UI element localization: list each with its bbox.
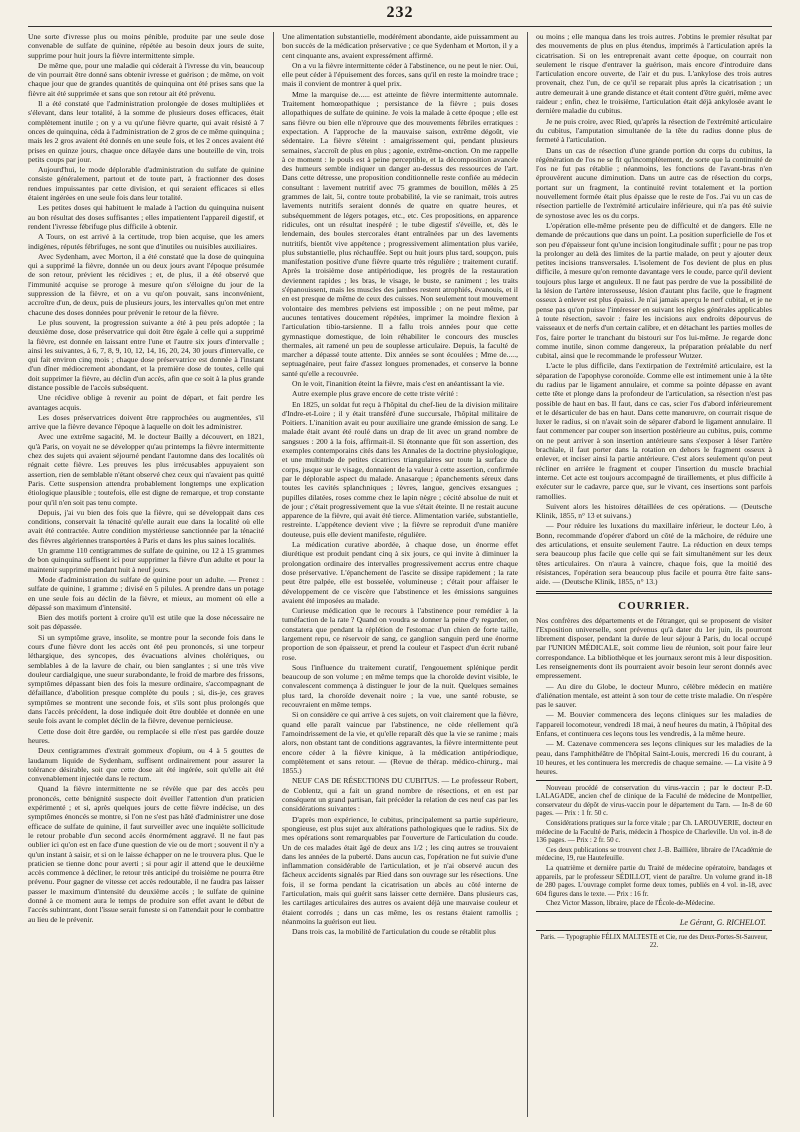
column-3 (536, 32, 772, 1122)
section-rule (536, 780, 772, 781)
paragraph: Mode d'administration du sulfate de quinine pour un adulte. — Prenez : sulfate de quinine, 1 gramme ; divisé en 5 pilules. A prendre dans un potage en une seule fois au déclin de la fièvre, et mieux, au moment où elle a dépassé son maximum d'intensité. (28, 574, 264, 612)
paragraph: Quand la fièvre intermittente ne se révèle que par des accès peu prononcés, cette bénignité suspecte doit éveiller l'attention d'un praticien expérimenté ; et si, après quelques jours de cette fièvre indécise, un des symptômes énoncés se montre, si l'on ne s'est pas hâté d'administrer une dose efficace de sulfate de quinine, il faut surveiller avec une inquiète sollicitude le retour probable d'un second accès énormément aggravé. Il ne faut pas oublier ici qu'on est en face d'une question de vie ou de mort ; souvent il n'y a qu'un instant à saisir, et si on le laisse échapper on ne le trouvera plus. Que le praticien se tienne donc pour averti ; si pour agir il attend que le deuxième accès commence à décliner, le retour très anticipé du troisième ne pourra être prévenu. Pour gagner de vitesse cet accès redoutable, il ne faudra pas laisser passer le maximum d'intensité du deuxième accès ; le sulfate de quinine donné à ce moment aura le temps de produire son effet avant le début de l'accès subintrant, dont l'issue serait funeste si on l'attendait pour le combattre au lieu de le prévenir. (28, 784, 264, 924)
section-rule (536, 591, 772, 592)
paragraph: Bien des motifs portent à croire qu'il est utile que la dose nécessaire ne soit pas dépassée. (28, 613, 264, 632)
paragraph: Si on considère ce qui arrive à ces sujets, on voit clairement que la fièvre, quand elle paraît vaincue par l'abstinence, ne cède réellement qu'à l'amoindrissement de la vie, et qu'elle reparaît dès que la vie se ranime ; mais alors, non obstant tant de conditions aggravantes, la fièvre intermittente peut encore céder à la fièvre kinique, à la médication antipériodique, complètement et sans retour. — (Revue de thérap. médico-chirurg., mai 1855.) (282, 710, 518, 776)
courrier-heading: COURRIER. (618, 599, 690, 612)
news-item: — M. Cazenave commencera ses leçons cliniques sur les maladies de la peau, dans l'amphithéâtre de l'hôpital Saint-Louis, mercredi 16 du courant, à 10 heures, et les continuera les mercredis de chaque semaine. — La visite à 9 heures. (536, 739, 772, 777)
paragraph: Le plus souvent, la progression suivante a été à peu près adoptée ; la deuxième dose, dose préservatrice qui doit être égale à celle qui a supprimé la fièvre, est donnée en laissant entre l'une et l'autre six jours d'intervalle ; ainsi les suivantes, à 6, 7, 8, 9, 10, 12, 14, 16, 20, 24, 30 jours d'intervalle, ce qui fait environ cinq mois ; chaque dose préservatrice est donnée à l'instant d'un dîner médiocrement abondant, et la première dose de toutes, celle qui doit supprimer la fièvre, au déclin d'un accès, afin que ce soit à la plus grande distance possible de l'accès subséquent. (28, 317, 264, 392)
paragraph: Depuis, j'ai vu bien des fois que la fièvre, qui se développait dans ces conditions, conservait la ténacité qu'elle aurait eue dans la localité où elle avait été contractée. Autre condition mystérieuse sanctionnée par la ténacité des fièvres algériennes transportées à Paris et dans les plus saines localités. (28, 507, 264, 545)
paragraph: Dans un cas de résection d'une grande portion du corps du cubitus, la régénération de l'os ne se fit qu'incomplètement, de sorte que la continuité de l'os ne fut pas rétablie ; néanmoins, les fonctions de l'avant-bras n'en éprouvèrent aucune diminution. Dans un autre cas de résection du corps, portant sur un fragment, la continuité revint totalement et la portion nouvellement formée était plus épaisse que le reste de l'os. J'ai vu un cas de résection partielle de l'extrémité articulaire inférieure, qui n'a pas été suivie de synostose avec les os du corps. (536, 145, 772, 220)
paragraph: D'après mon expérience, le cubitus, principalement sa partie supérieure, spongieuse, est plus sujet aux altérations pathologiques que le radius. Six de mes opérations sont remarquables par l'ouverture de l'articulation du coude. Un de ces malades était âgé de deux ans 1/2 ; les cinq autres se trouvaient dans les années de la puberté. Dans aucun cas, l'opération ne fut suivie d'une inflammation considérable de l'articulation, et je n'ai observé aucun des fâcheux accidents signalés par Ried dans son ouvrage sur les résections. Une fois, il se forma pendant la cicatrisation un abcès au côté interne de l'articulation, mais qui guérit sans laisser cette dernière. Dans plusieurs cas, les cartilages articulaires des autres os avaient déjà une mauvaise couleur et étaient corrodés ; dans un cas même, les os restans étaient ramollis ; néanmoins la guérison eut lieu. (282, 814, 518, 926)
paragraph: Sous l'influence du traitement curatif, l'engouement splénique perdit beaucoup de son volume ; en même temps que la choroïde devint visible, le convalescent commença à distinguer le jour de la nuit. Quelques semaines plus tard, la choroïde devenait noire ; la vue, une santé robuste, se recouvraient en même temps. (282, 662, 518, 710)
paragraph: ou moins ; elle manqua dans les trois autres. J'obtins le premier résultat par des mouvements de plus en plus étendus, imprimés à l'articulation après la cicatrisation. Si on les entreprenait avant cette époque, on courrait non seulement le risque d'entraver la guérison, mais encore d'introduire dans l'articulation encore ouverte, de l'air et du pus. L'ankylose des trois autres provenait, chez l'un, de ce qu'il se reparait plus après la cicatrisation ; un autre demeurait à une grande distance et était content d'être guéri, même avec raideur ; enfin, chez le troisième, l'articulation était déjà ankylosée avant le dernière maladie du cubitus. (536, 32, 772, 116)
column-divider (527, 32, 528, 1117)
paragraph: Une récidive oblige à revenir au point de départ, et fait perdre les avantages acquis. (28, 393, 264, 412)
paragraph: Une sorte d'ivresse plus ou moins pénible, produite par une seule dose convenable de sulfate de quinine, répétée au besoin deux jours de suite, supprime pour huit jours la fièvre intermittente simple. (28, 32, 264, 60)
news-item: — M. Bouvier commencera des leçons cliniques sur les maladies de l'appareil locomoteur, vendredi 18 mai, à neuf heures du matin, à l'hôpital des Enfans, et continuera ces leçons tous les vendredis, à la même heure. (536, 710, 772, 739)
paragraph: Un gramme 110 centigrammes de sulfate de quinine, ou 12 à 15 grammes de bon quinquina suffisent ici pour supprimer la fièvre d'un adulte et pour la maintenir supprimée pendant huit à neuf jours. (28, 546, 264, 574)
section-rule (536, 911, 772, 912)
paragraph: Une alimentation substantielle, modérément abondante, aide puissamment au bon succès de la médication préservative ; ce que Sydenham et Morton, il y a cent cinquante ans, avaient expressément affirmé. (282, 32, 518, 60)
paragraph: Si un symptôme grave, insolite, se montre pour la seconde fois dans le cours d'une fièvre dont les accès ont été peu prononcés, si une torpeur léthargique, des syncopes, des évacuations alvines cholériques, ou semblables à de la lavure de chair, ou bien sanglantes ; si une très vive douleur cardialgique, une sueur surabondante, le froid de marbre des frissons, symptômes dépassant bien des fois la mesure ordinaire, s'accompagnant de défaillance, d'abolition presque complète du pouls ; si, dis-je, ces graves symptômes se montrent une seconde fois, et s'ils sont plus prolongés que dans l'accès précédent, la dose indiquée doit être doublée et donnée en une seule fois avant le complet déclin de la fièvre, devenue pernicieuse. (28, 632, 264, 726)
paragraph: Deux centigrammes d'extrait gommeux d'opium, ou 4 à 5 gouttes de laudanum liquide de Sydenham, suffisent ordinairement pour assurer la tolérance désirable, soit que cette dose ait été ingérée, soit qu'elle ait été convenablement injectée dans le rectum. (28, 746, 264, 784)
paragraph: On le voit, l'inanition éteint la fièvre, mais c'est en anéantissant la vie. (292, 378, 505, 388)
book-notice: Ces deux publications se trouvent chez J.-B. Baillière, libraire de l'Académie de médecine, 19, rue Hautefeuille. (536, 845, 772, 863)
paragraph: — Pour réduire les luxations du maxillaire inférieur, le docteur Léo, à Bonn, recommande d'opérer d'abord un côté de la mâchoire, de réduire une des articulations, et ensuite seulement l'autre. La réduction en deux temps sera beaucoup plus facile que celle qui se fait simultanément sur les deux têtes articulaires. On n'aura à vaincre, chaque fois, que la moitié des résistances, l'opération sera beaucoup plus facile et pourra être faite sans-aide. — (Deutsche Klinik, 1855, n° 13.) (536, 521, 772, 587)
bibliography (536, 784, 772, 908)
managing-editor-signature: Le Gérant, G. RICHELOT. (679, 917, 766, 927)
paragraph: Suivent alors les histoires détaillées de ces opérations. — (Deutsche Klinik, 1855, n° 13 et suivans.) (536, 501, 772, 521)
paragraph: Autre exemple plus grave encore de cette triste vérité : (292, 389, 458, 399)
column-2 (282, 32, 518, 1122)
paragraph: Je ne puis croire, avec Ried, qu'après la résection de l'extrémité articulaire du cubitus, l'amputation simultanée de la tête du radius donne plus de fermeté à l'articulation. (536, 116, 772, 145)
column-divider (273, 32, 274, 1117)
paragraph: Aujourd'hui, le mode déplorable d'administration du sulfate de quinine consiste généralement, partout et de toute part, à fractionner des doses rendues impuissantes par cette division, et qui seraient efficaces si elles étaient ingérées en une seule fois dans leur totalité. (28, 165, 264, 203)
section-rule (536, 593, 772, 594)
paragraph: Cette dose doit être gardée, ou remplacée si elle n'est pas gardée douze heures. (28, 726, 264, 745)
book-notice: Considérations pratiques sur la force vitale ; par Ch. LAROUVERIE, docteur en médecine de la Faculté de Paris, médecin à l'hospice de Charleville. Un vol. in-8 de 136 pages. — Prix : 2 fr. 50 c. (536, 818, 772, 845)
column-1 (28, 32, 264, 1122)
paragraph: Dans trois cas, la mobilité de l'articulation du coude se rétablit plus (292, 927, 496, 937)
paragraph: On a vu la fièvre intermittente céder à l'abstinence, ou ne peut le nier. Oui, elle peut céder à l'épuisement des forces, sans qu'il en reste la moindre trace ; mais il convient de montrer à quel prix. (282, 60, 518, 89)
paragraph: Avec une extrême sagacité, M. le docteur Bailly a découvert, en 1821, qu'à Paris, on voyait ne se développer qu'au printemps la fièvre intermittente chez des sujets qui avaient séjourné pendant l'automne dans des localités où régnait cette fièvre. Les preuves les plus irrécusables appuyaient son assertion, rien de semblable n'étant observé chez ceux qui n'avaient pas quitté Paris. Cette suspension attendra probablement longtemps une explication étiologique plausible ; toutefois, elle est digne de remarque, et trop constante pour qu'il n'en soit pas tenu compte. (28, 432, 264, 507)
book-notice: Chez Victor Masson, libraire, place de l'École-de-Médecine. (546, 899, 715, 908)
paragraph: L'opération elle-même présente peu de difficulté et de dangers. Elle ne demande de précautions que dans un point. La position superficielle de l'os et son peu d'épaisseur font qu'une incision longitudinale suffit ; pour ne pas trop la prolonger au delà des limites de la partie malade, on peut y ajouter deux petites incisions transversales. L'isolement de l'os devient de plus en plus difficile, à mesure qu'on remonte davantage vers le coude, parce qu'il devient toujours plus large et anguleux. Il ne faut pas perdre de vue la possibilité de la lésion de l'artère interosseuse, lésion d'autant plus facile, que le fragment osseux à enlever est plus épaissi. Je n'ai jamais aperçu le nerf cubital, et je ne pense pas qu'on puisse l'intéresser en suivant les règles générales applicables à toute résection, savoir : faire les incisions aux endroits dépourvus de vaisseaux et de nerfs d'un certain calibre, et en détachant les parties molles de l'os, faire porter le tranchant du bistouri sur l'os lui-même. Je regarde donc comme inutile, sinon comme dangereux, la préparation préalable du nerf cubital, ainsi que le recommande le professeur Wutzer. (536, 220, 772, 361)
paragraph: De même que, pour une maladie qui céderait à l'ivresse du vin, beaucoup de vin pourrait être donné sans obtenir ivresse et guérison ; de même, on voit chaque jour que de grandes quantités de quinquina ont été prises sans que la fièvre ait été supprimée et sans que son retour ait été prévenu. (28, 60, 264, 98)
paragraph: A Tours, on est arrivé à la certitude, trop bien acquise, que les amers indigènes, réputés fébrifuges, ne sont que d'inutiles ou nuisibles auxiliaires. (28, 232, 264, 251)
news-item: — Au dire du Globe, le docteur Munro, célèbre médecin en matière d'aliénation mentale, est atteint à son tour de cette triste maladie. On n'espère pas le sauver. (536, 681, 772, 710)
paragraph: L'acte le plus difficile, dans l'extirpation de l'extrémité articulaire, est la séparation de l'apophyse coronoïde. Comme elle est intimement unie à la tête du radius par le ligament annulaire, et comme sa pointe dépasse en avant cette tête et plonge dans la profondeur de l'articulation, sa résection n'est pas possible de haut en bas. Il faut, dans ce cas, scier l'os d'abord inférieurement et le désarticuler de bas en haut. Dans cette manœuvre, on courrait risque de luxer le radius, si on n'avait soin de séparer d'abord le ligament annulaire. Il faut commencer par couper son insertion postérieure au cubitus, puis, comme on ne peut arriver à son insertion antérieure sans s'exposer à léser l'artère brachiale, il faut porter dans la rotation en dehors le fragment osseux à enlever, et inciser ainsi la partie antérieure. C'est alors seulement qu'on peut récliner en arrière le fragment et couper l'insertion du muscle brachial interne. Cet acte est toujours accompagné de tiraillements, et plus difficile à exécuter sur le cadavre, parce que, sur le vivant, ces insertions sont parfois ramollies. (536, 361, 772, 501)
page-number: 232 (386, 4, 414, 21)
book-notice: La quatrième et dernière partie du Traité de médecine opératoire, bandages et appareils, par le professeur SÉDILLOT, vient de paraître. Un volume grand in-18 de 280 pages. L'ouvrage complet forme deux tomes, publiés en 4 vol. in-18, avec 604 figures dans le texte. — Prix : 16 fr. (536, 863, 772, 898)
paragraph: Mme la marquise de...... est atteinte de fièvre intermittente automnale. Traitement homœopathique ; persistance de la fièvre ; puis doses allopathiques de sulfate de quinine. Je vois la malade à cette époque ; elle est sans fièvre ou bien elle n'éprouve que des mouvements fébriles erratiques : expectation. A l'approche de la mauvaise saison, extrême dégoût, vie sédentaire. La fièvre s'éteint : amaigrissement qui, pendant plusieurs semaines, s'accroît de plus en plus ; agonie, extrême-onction. On me rappelle à ce moment : le pouls est à peine perceptible, et la décomposition avancée des humeurs semble indiquer un danger au-dessus des ressources de l'art. Dans cette détresse, une proposition conditionnelle reste confiée au médecin consultant : lavement nutritif avec 75 grammes de bouillon, mêlés à 25 grammes de lait, 5i, contre toute probabilité, la vie se ranimait, trois autres lavements nutritifs seraient donnés de quatre en quatre heures, et subséquemment de légers potages, etc., etc. Ces propositions, en apparence ridicules, ont un résultat inespéré ; le tube digestif s'éveille, et, dès le lendemain, des boules stercorales étant entraînées par un des lavements nutritifs, bientôt vive appétence ; progressivement alimentation plus variée, plus substantielle, plus réchauffée. Sept ou huit jours plus tard, soupçon, puis manifestation positive d'une fièvre quarte très régulière ; traitement curatif. Après la troisième dose antipériodique, les progrès de la restauration deviennent rapides ; les bras, le visage, le buste, se raniment ; les traits s'épanouissent, mais les muscles des jambes restent atrophiés, évanouis, et il en est presque de même de ceux des cuisses. Non seulement tout mouvement volontaire des membres pelviens est impossible ; on ne peut même, par aucunes tentatives doucement répétées, imprimer la moindre flexion à l'articulation tibio-tarsienne. Il a fallu trois années pour que cette gymnastique domestique, de loin réhabiliter le concours des muscles thermales, ait ramené un peu de souplesse articulaire. Depuis, la faculté de marcher a dépassé toute attente. Dix années se sont écoulées ; Mme de....., septuagénaire, peut faire d'assez longues promenades, et conserve la bonne santé qu'elle a recouvrée. (282, 89, 518, 378)
book-notice: Nouveau procédé de conservation du virus-vaccin ; par le docteur P.-D. LALAGADE, ancien chef de clinique de la Faculté de médecine de Montpellier, conservateur du dépôt de virus-vaccin pour le département du Tarn. — In-8 de 60 pages. — Prix : 1 fr. 50 c. (536, 783, 772, 818)
paragraph: Il a été constaté que l'administration prolongée de doses multipliées et s'élevant, dans leur totalité, à la somme de plusieurs doses efficaces, était complètement inutile ; on y a vu qu'une fièvre quarte, qui avait résisté à 7 onces de quinquina, céda à l'administration de 2 gros de ce même quinquina ; mais les 2 gros avaient été donnés en une seule fois, et les 2 onces avaient été prises en quinze jours, chaque once délayée dans une bouteille de vin, trois petits coups par jour. (28, 99, 264, 164)
header-rule (28, 26, 772, 27)
paragraph: Avec Sydenham, avec Morton, il a été constaté que la dose de quinquina qui a supprimé la fièvre, donnée un ou deux jours avant l'époque présumée de son retour, prévient les récidives ; et, de plus, il a été observé que l'immunité acquise se proroge à mesure qu'on s'éloigne du jour de la suppression de la fièvre, et on a vu qu'on pouvait, sans inconvénient, accroître d'un, de deux, puis de plusieurs jours, les intervalles qu'on met entre chacune des doses données pour prévenir le retour de la fièvre. (28, 251, 264, 317)
news-item: Nos confrères des départements et de l'étranger, qui se proposent de visiter l'Exposition universelle, sont prévenus qu'à dater du 1er juin, ils pourront librement disposer, pendant la durée de leur séjour à Paris, du local occupé par l'UNION MÉDICALE, soit comme lieu de réunion, soit pour faire leur correspondance. La bibliothèque et les journaux seront mis à leur disposition. Les renseignements dont ils pourraient avoir besoin leur seront donnés avec empressement. (536, 615, 772, 681)
paragraph: NEUF CAS DE RÉSECTIONS DU CUBITUS. — Le professeur Robert, de Coblentz, qui a fait un grand nombre de résections, et en est par conséquent un grand partisan, fait précéder la relation de ces neuf cas par les considérations suivantes : (282, 776, 518, 814)
section-rule (536, 930, 772, 931)
paragraph: La médication curative abordée, à chaque dose, un énorme effet diurétique est produit pendant cinq à six jours, ce qui invite à diminuer la prolongation ordinaire des intervalles progressivement accrus entre chaque dose préservative. L'épanchement de l'ascite se dissipe rapidement ; la rate peut être palpée, elle est bosselée, volumineuse ; c'était pour affaiser le développement de ce viscère que l'abstinence et les émissions sanguines avaient été imposées au malade. (282, 540, 518, 605)
printer-imprint: Paris. — Typographie FÉLIX MALTESTE et Cie, rue des Deux-Portes-St-Sauveur, 22. (540, 933, 768, 950)
paragraph: Les petites doses qui habituent le malade à l'action du quinquina nuisent au bon résultat des doses suffisantes ; elles impatientent l'appareil digestif, et rendent l'ivresse fébrifuge plus difficile à obtenir. (28, 203, 264, 231)
paragraph: Les doses préservatrices doivent être rapprochées ou augmentées, s'il arrive que la fièvre devance l'époque à laquelle on doit les administrer. (28, 412, 264, 432)
paragraph: Curieuse médication que le recours à l'abstinence pour remédier à la tuméfaction de la rate ? Quand on voudra se donner la peine d'y regarder, on constatera que pendant la réplétion de l'estomac d'un chien de forte taille, largement repu, ce réservoir de sang, ce ganglion sanguin perd une énorme proportion de son épaisseur, et prend la couleur et l'aspect d'un écrit rubané rose. (282, 606, 518, 662)
paragraph: En 1825, un soldat fut reçu à l'hôpital du chef-lieu de la division militaire d'Indre-et-Loire ; il y était transféré d'une succursale, l'hôpital militaire de Poitiers. L'inanition avait eu pour auxiliaire une grande émission de sang. Le malade était avant été roulé dans un drap de lit avec un grand nombre de sangsues : 200 à la fois, affirmait-il. Si étonnante que fût son assertion, des exemples contemporains cités dans les Annales de la doctrine physiologique, et une multitude de petites cicatrices triangulaires sur toute la surface du corps, jusque sur le visage, donnaient de la valeur à cette assertion, confirmée par le déplorable aspect du malade. Anasarque ; épanchements séreux dans toutes les cavités splanchniques ; lèvres, langue, gencives exsangues ; pupilles dilatées, roses comme chez le lapin nègre ; cécité absolue de nuit et de jour ; c'était progressivement que la vue s'était éteinte. Il ne restait aucune apparence de la fièvre, qui avait été tierce. Alimentation variée, substantielle, restreinte. L'appétence devient vive ; la fièvre se reproduit d'une manière douteuse, puis elle devient manifeste, régulière. (282, 399, 518, 539)
